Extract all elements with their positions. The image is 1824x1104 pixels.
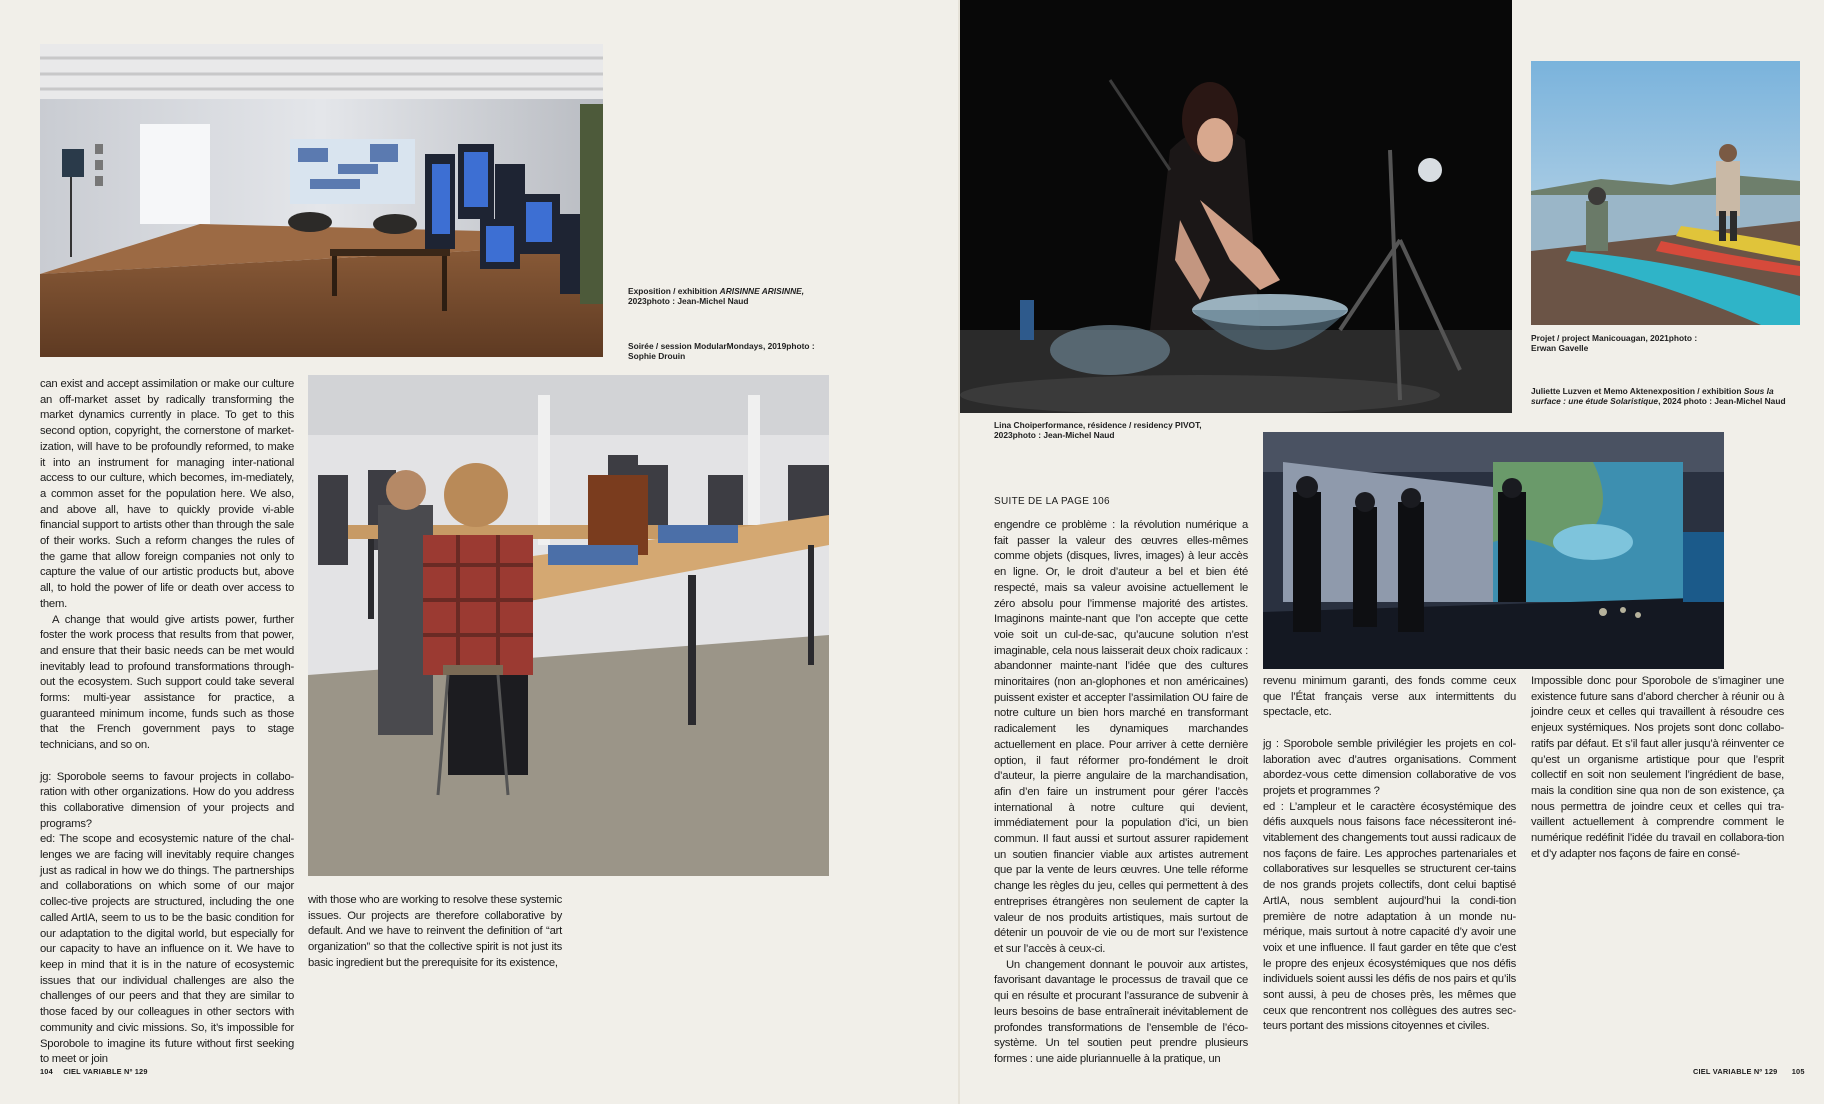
paragraph-gap [1263, 721, 1516, 737]
magazine-name-right: CIEL VARIABLE Nº 129 [1693, 1067, 1778, 1076]
paragraph: jg : Sporobole semble privilégier les projets en col-laboration avec d’autres organisations. Comment abordez-vous cette dimension collaborative de vos projets et programmes ? [1263, 737, 1516, 797]
page-number-right: 105 [1791, 1067, 1805, 1076]
left-column-2 [308, 893, 562, 972]
paragraph: Un changement donnant le pouvoir aux artistes, favorisant davantage le processus de travail que ce qui en résulte et procurant l’assurance de subvenir à leurs besoins de base entraînerait inévitablement de profondes transformations de l’ensemble de l’éco-système. Un tel soutien peut prendre plusieurs formes : une aide pluriannuelle à la pratique, un [994, 958, 1248, 1065]
folio-right [1689, 1067, 1809, 1076]
right-column-2 [1263, 674, 1516, 1035]
continuation-heading: SUITE DE LA PAGE 106 [994, 496, 1110, 507]
photo-manicouagan-kayaks [1531, 61, 1800, 325]
paragraph: ed: The scope and ecosystemic nature of the chal-lenges we are facing will inevitably require changes just as radical in how we do things. The partnerships and collaborations on which some of our major collec-tive projects are structured, including the one called ArtIA, seem to us to be the basic condition for our adaptation to the digital world, but especially for our capacity to have an influence on it. We have to keep in mind that it is in the nature of ecosystemic issues that our individual challenges are also the challenges of our peers and that they are similar to those faced by our colleagues in other sectors with community and civic missions. So, it’s impossible for Sporobole to imagine its future without first seeking to meet or join [40, 833, 294, 1066]
paragraph: revenu minimum garanti, des fonds comme ceux que l’État français verse aux intermittents du spectacle, etc. [1263, 675, 1516, 719]
folio-left [40, 1067, 152, 1076]
paragraph: engendre ce problème : la révolution numérique a fait passer la valeur des œuvres elles-mêmes comme objets (disques, livres, images) à leur accès en ligne. Or, le droit d’auteur a bel et bien été respecté, mais sa valeur avoisine actuellement le zéro absolu pour l’immense majorité des artistes. Imaginons mainte-nant que l’on accepte que cette voie soit un cul-de-sac, qu’aucune solution n’est imaginable, cela nous laisserait deux choix radicaux : abandonner mainte-nant l’idée que des cultures minoritaires (non an-glophones et non américaines) puissent exister et accepter l’assimilation OU faire de notre culture un bien hors marché en transformant radicalement les dynamiques marchandes actuellement en place. Pour arriver à cette dernière option, il faut réformer pro-fondément le droit d’auteur, la pierre angulaire de la marchandisation, afin d’en faire un instrument pour gérer l’accès international à notre culture qui devient, immédiatement pour la population d’ici, un bien commun. Il faut aussi et surtout assurer rapidement un soutien financier viable aux artistes autrement que par la vente de leurs œuvres. Une telle réforme change les règles du jeu, celles qui permettent à des entreprises étrangères non seulement de capter la valeur de nos produits artistiques, mais surtout de détenir un pouvoir de vie ou de mort sur l’existence et sur l’accès à ceux-ci. [994, 519, 1248, 955]
caption-luzven [1531, 386, 1801, 406]
paragraph: ed : L’ampleur et le caractère écosystémique des défis auxquels nous faisons face nécessiteront iné-vitablement des changements tout aussi radicaux de nos façons de faire. Les approches partenariales et collaboratives sur lesquelles se structurent cer-tains de nos grands projets collectifs, dont celui baptisé ArtIA, nous semblent aujourd’hui la condi-tion première de notre adaptation à un monde nu-mérique, mais surtout à notre capacité d’y avoir une voix et une influence. Il faut garder en tête que c’est le propre des enjeux écosystémiques que nos défis individuels soient aussi les défis de nos pairs et qu’ils sont aussi, à peu de choses près, les mêmes que ceux que rencontrent nos collègues des autres sec-teurs portant des missions citoyennes et civiles. [1263, 800, 1516, 1033]
left-column-1 [40, 377, 294, 1068]
paragraph: can exist and accept assimilation or make our culture an off-market asset by radically transforming the market dynamics currently in place. To get to this second option, copyright, the cornerstone of market-ization, will have to be profoundly reformed, to make it into an instrument for managing inter-national access to our culture, which becomes, im-mediately, a common asset for the population here. We also, and above all, have to quickly provide vi-able financial support to artists other than through the sale of their works. Such a reform changes the rules of the game that allow foreign companies not only to capture the value of our artistic products but, above all, to hold the power of life or death over access to them. [40, 378, 294, 610]
photo-modular-session [308, 375, 829, 876]
caption-luzven-artists: Juliette Luzven et Memo Aktenexposition / exhibition [1531, 386, 1742, 396]
caption-manicouagan: Projet / project Manicouagan, 2021photo : Erwan Gavelle [1531, 333, 1698, 353]
caption-lina: Lina Choiperformance, résidence / residency PIVOT, 2023photo : Jean-Michel Naud [994, 420, 1202, 440]
caption-luzven-credit: , 2024 photo : Jean-Michel Naud [1658, 396, 1786, 406]
paragraph: jg: Sporobole seems to favour projects in collabo-ration with other organizations. How do you address this collaborative dimension of your projects and programs? [40, 770, 294, 830]
right-column-3 [1531, 674, 1784, 862]
magazine-name-left: CIEL VARIABLE Nº 129 [63, 1067, 148, 1076]
page-number-left: 104 [40, 1067, 53, 1076]
photo-lina-performance [960, 0, 1512, 413]
right-column-1 [994, 518, 1248, 1068]
caption-soiree: Soirée / session ModularMondays, 2019photo : Sophie Drouin [628, 341, 815, 361]
caption-gallery-title-italic: ARISINNE ARISINNE, [719, 286, 805, 296]
paragraph: A change that would give artists power, further foster the work process that results from that power, and ensure that their basic needs can be met would inevitably lead to profound transformations through-out the ecosystem. Such support could take several forms: multi-year assistance for practice, a guaranteed minimum income, funds such as those that the French government pays to stage technicians, and so on. [40, 613, 294, 752]
photo-sous-la-surface [1263, 432, 1724, 669]
caption-luzven-title: Sous la surface : une étude Solaristique [1531, 386, 1774, 406]
right-column-3-text: Impossible donc pour Sporobole de s’imaginer une existence future sans d’abord chercher à réunir ou à joindre ceux et celles qui travaillent à résoudre ces enjeux systémiques. Nos projets sont donc collabo-ratifs par défaut. Et s’il faut aller jusqu’à réinventer ce qu’est un organisme artistique pour que l’esprit collectif en soit non seulement l’ingrédient de base, mais la condition sine qua non de son existence, ça nous permettra de joindre ceux et celles qui tra-vaillent actuellement à comprendre comment le numérique redéfinit l’idée du travail en collabora-tion et d’y adapter nos façons de faire en consé- [1531, 675, 1784, 860]
caption-gallery-credit: 2023photo : Jean-Michel Naud [628, 296, 749, 306]
photo-gallery-exhibition [40, 44, 603, 357]
left-column-2-text: with those who are working to resolve these systemic issues. Our projects are therefore collaborative by default. And we have to reinvent the definition of “art organization” so that the collective spirit is not just its basic ingredient but the prerequisite for its existence, [308, 894, 562, 969]
caption-gallery [628, 286, 818, 306]
paragraph-gap [40, 754, 294, 770]
caption-gallery-title: Exposition / exhibition [628, 286, 718, 296]
